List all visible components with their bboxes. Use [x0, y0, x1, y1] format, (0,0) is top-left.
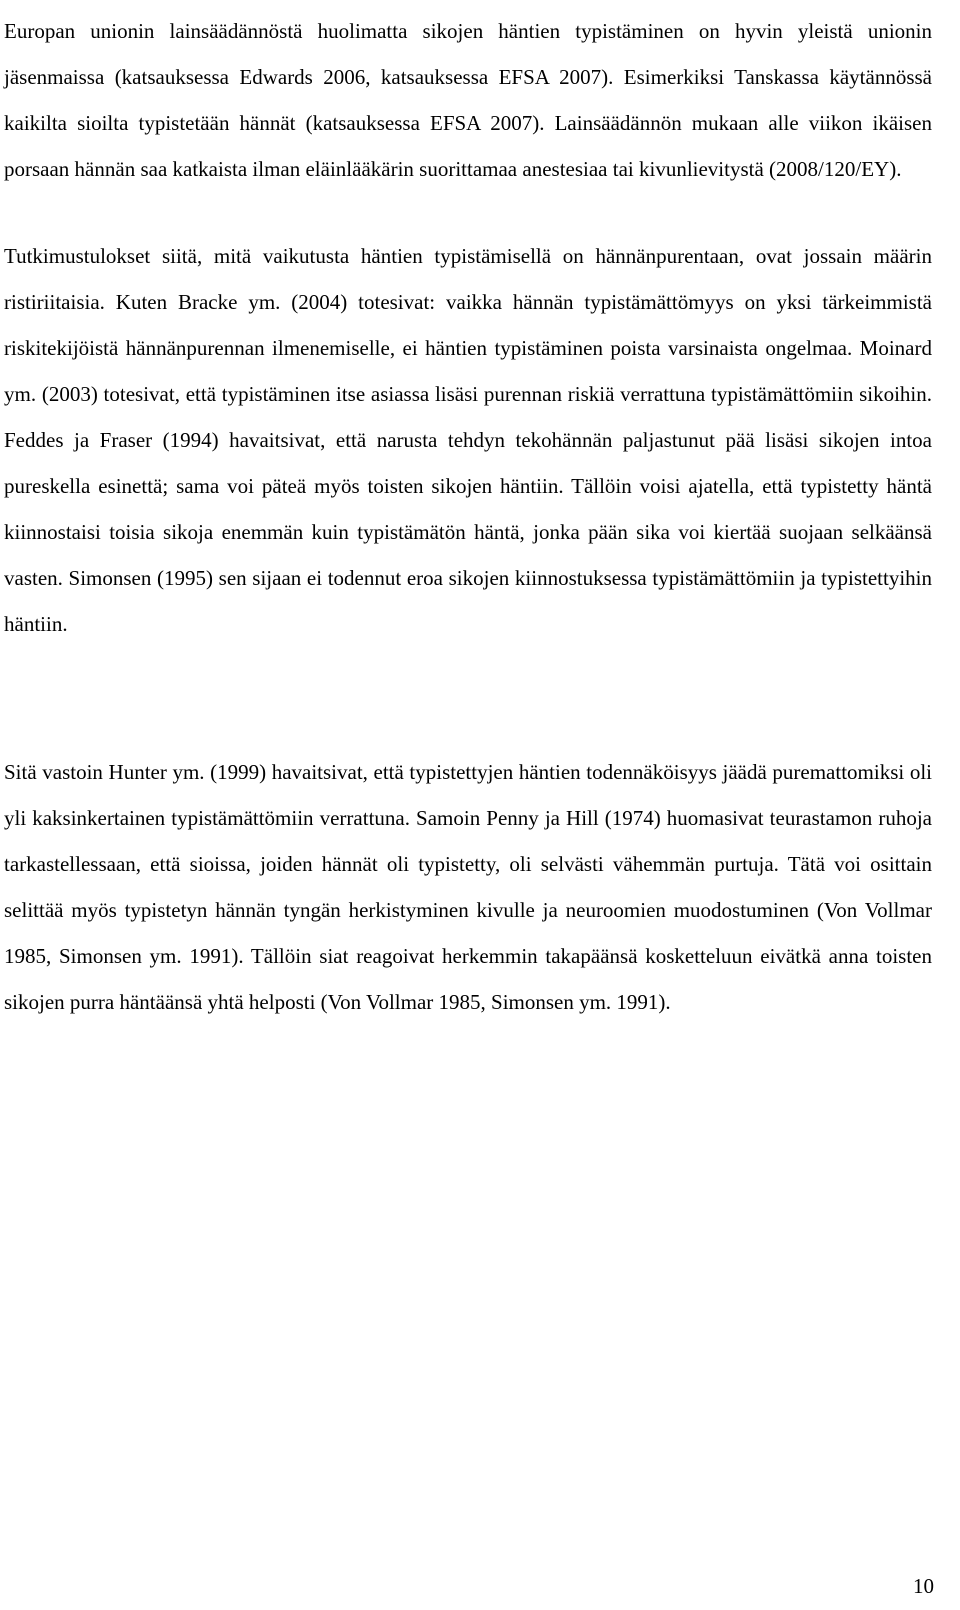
paragraph-1: Europan unionin lainsäädännöstä huolimatta sikojen häntien typistäminen on hyvin yleistä unionin jäsenmaissa (katsauksessa Edwards 2006, katsauksessa EFSA 2007). Esimerkiksi Tanskassa käytännössä kaikilta sioilta typistetään hännät (katsauksessa EFSA 2007). Lainsäädännön mukaan alle viikon ikäisen porsaan hännän saa katkaista ilman eläinlääkärin suorittamaa anestesiaa tai kivunlievitystä (2008/120/EY). — [4, 19, 932, 181]
page-number: 10 — [913, 1574, 934, 1598]
paragraph-3: Sitä vastoin Hunter ym. (1999) havaitsivat, että typistettyjen häntien todennäköisyys jäädä puremattomiksi oli yli kaksinkertainen typistämättömiin verrattuna. Samoin Penny ja Hill (1974) huomasivat teurastamon ruhoja tarkastellessaan, että sioissa, joiden hännät oli typistetty, oli selvästi vähemmän purtuja. Tätä voi osittain selittää myös typistetyn hännän tyngän herkistyminen kivulle ja neuroomien muodostuminen (Von Vollmar 1985, Simonsen ym. 1991). Tällöin siat reagoivat herkemmin takapäänsä kosketteluun eivätkä anna toisten sikojen purra häntäänsä yhtä helposti (Von Vollmar 1985, Simonsen ym. 1991). — [4, 760, 932, 1014]
paragraph-2: Tutkimustulokset siitä, mitä vaikutusta häntien typistämisellä on hännänpurentaan, ovat jossain määrin ristiriitaisia. Kuten Bracke ym. (2004) totesivat: vaikka hännän typistämättömyys on yksi tärkeimmistä riskitekijöistä hännänpurennan ilmenemiselle, ei häntien typistäminen poista varsinaista ongelmaa. Moinard ym. (2003) totesivat, että typistäminen itse asiassa lisäsi purennan riskiä verrattuna typistämättömiin sikoihin. Feddes ja Fraser (1994) havaitsivat, että narusta tehdyn tekohännän paljastunut pää lisäsi sikojen intoa pureskella esinettä; sama voi päteä myös toisten sikojen häntiin. Tällöin voisi ajatella, että typistetty häntä kiinnostaisi toisia sikoja enemmän kuin typistämätön häntä, jonka pään sika voi kiertää suojaan selkäänsä vasten. Simonsen (1995) sen sijaan ei todennut eroa sikojen kiinnostuksessa typistämättömiin ja typistettyihin häntiin. — [4, 244, 932, 636]
